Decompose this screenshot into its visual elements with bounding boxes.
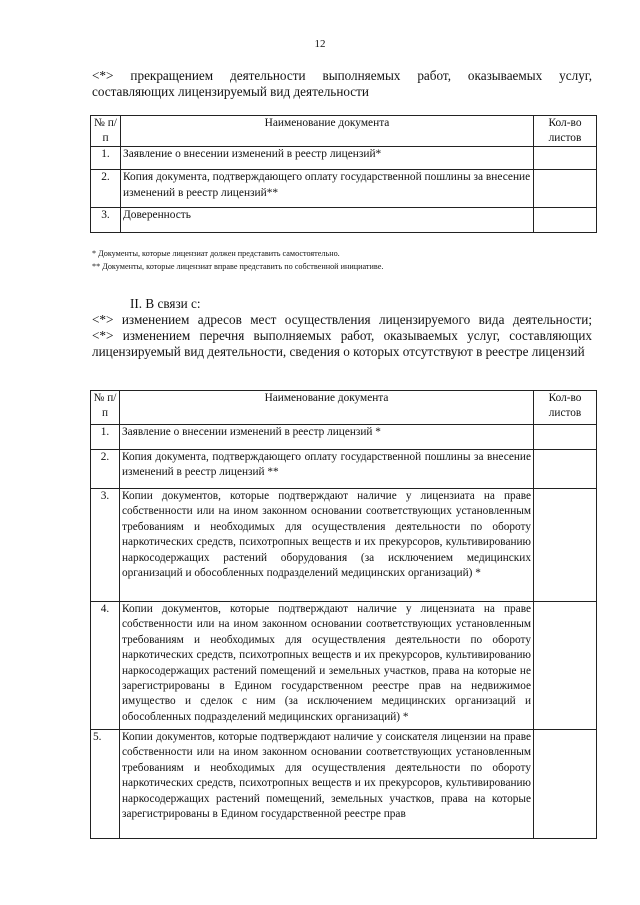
row-name: Копии документов, которые подтверждают наличие у лицензиата на праве собственности или на ином законном основании соответствующих установленным требованиям и необходимых для осуществления деятельности по обороту наркотических средств, психотропных веществ и их прекурсоров, культивированию наркосодержащих растений помещений и земельных участков, права на которые не зарегистрированы в Едином государственном реестре прав на недвижимое имущество и сделок с ним (за исключением медицинских организаций и обособленных подразделений медицинских организаций) * xyxy=(120,602,534,730)
header-num: № п/п xyxy=(91,116,121,147)
intro-line-1: <*> прекращением деятельности выполняемых работ, оказываемых услуг, xyxy=(92,68,592,83)
row-count xyxy=(534,147,597,170)
row-num: 1. xyxy=(91,147,121,170)
documents-table-2 xyxy=(90,390,597,839)
table-header-row xyxy=(91,391,597,425)
row-num: 3. xyxy=(91,489,120,602)
row-count xyxy=(534,602,597,730)
footnote-1: * Документы, которые лицензиат должен представить самостоятельно. xyxy=(92,249,340,258)
header-count: Кол-во листов xyxy=(534,116,597,147)
section-2-body xyxy=(92,312,592,360)
row-name: Доверенность xyxy=(121,208,534,233)
table-row xyxy=(91,602,597,730)
row-name: Копии документов, которые подтверждают наличие у соискателя лицензии на праве собственности или на ином законном основании соответствующих установленным требованиям и необходимых для осуществления деятельности по обороту наркотических средств, психотропных веществ и их прекурсоров, культивированию наркосодержащих растений помещений, земельных участков, права на которые зарегистрированы в Едином государственной реестре прав xyxy=(120,730,534,839)
row-count xyxy=(534,730,597,839)
header-count: Кол-во листов xyxy=(534,391,597,425)
intro-line-2: составляющих лицензируемый вид деятельности xyxy=(92,84,369,99)
intro-paragraph xyxy=(92,68,592,100)
page-number: 12 xyxy=(314,38,326,50)
row-num: 2. xyxy=(91,170,121,208)
row-count xyxy=(534,208,597,233)
section-2-item-2: <*> изменением перечня выполняемых работ, оказываемых услуг, составляющих лицензируемый вид деятельности, сведения о которых отсутствуют в реестре лицензий xyxy=(92,328,592,359)
section-2-item-1: <*> изменением адресов мест осуществления лицензируемого вида деятельности; xyxy=(92,312,592,327)
section-2-title: II. В связи с: xyxy=(130,296,201,311)
table-row xyxy=(91,147,597,170)
table-row xyxy=(91,730,597,839)
table-row xyxy=(91,489,597,602)
table-header-row xyxy=(91,116,597,147)
row-name: Заявление о внесении изменений в реестр лицензий * xyxy=(120,425,534,450)
documents-table-1 xyxy=(90,115,597,233)
header-num: № п/п xyxy=(91,391,120,425)
header-name: Наименование документа xyxy=(121,116,534,147)
table-row xyxy=(91,208,597,233)
row-count xyxy=(534,489,597,602)
row-name: Копия документа, подтверждающего оплату государственной пошлины за внесение изменений в реестр лицензий ** xyxy=(120,450,534,489)
row-num: 4. xyxy=(91,602,120,730)
row-name: Заявление о внесении изменений в реестр лицензий* xyxy=(121,147,534,170)
row-num: 1. xyxy=(91,425,120,450)
row-count xyxy=(534,170,597,208)
table-row xyxy=(91,170,597,208)
row-num: 5. xyxy=(91,730,120,839)
row-count xyxy=(534,450,597,489)
row-num: 3. xyxy=(91,208,121,233)
table-row xyxy=(91,450,597,489)
footnote-2: ** Документы, которые лицензиат вправе представить по собственной инициативе. xyxy=(92,262,384,271)
header-name: Наименование документа xyxy=(120,391,534,425)
row-num: 2. xyxy=(91,450,120,489)
row-name: Копия документа, подтверждающего оплату государственной пошлины за внесение изменений в реестр лицензий** xyxy=(121,170,534,208)
footnotes xyxy=(92,247,592,273)
table-row xyxy=(91,425,597,450)
row-name: Копии документов, которые подтверждают наличие у лицензиата на праве собственности или на ином законном основании соответствующих установленным требованиям и необходимых для осуществления деятельности по обороту наркотических средств, психотропных веществ и их прекурсоров, культивированию наркосодержащих растений оборудования (за исключением медицинских организаций и обособленных подразделений медицинских организаций) * xyxy=(120,489,534,602)
row-count xyxy=(534,425,597,450)
